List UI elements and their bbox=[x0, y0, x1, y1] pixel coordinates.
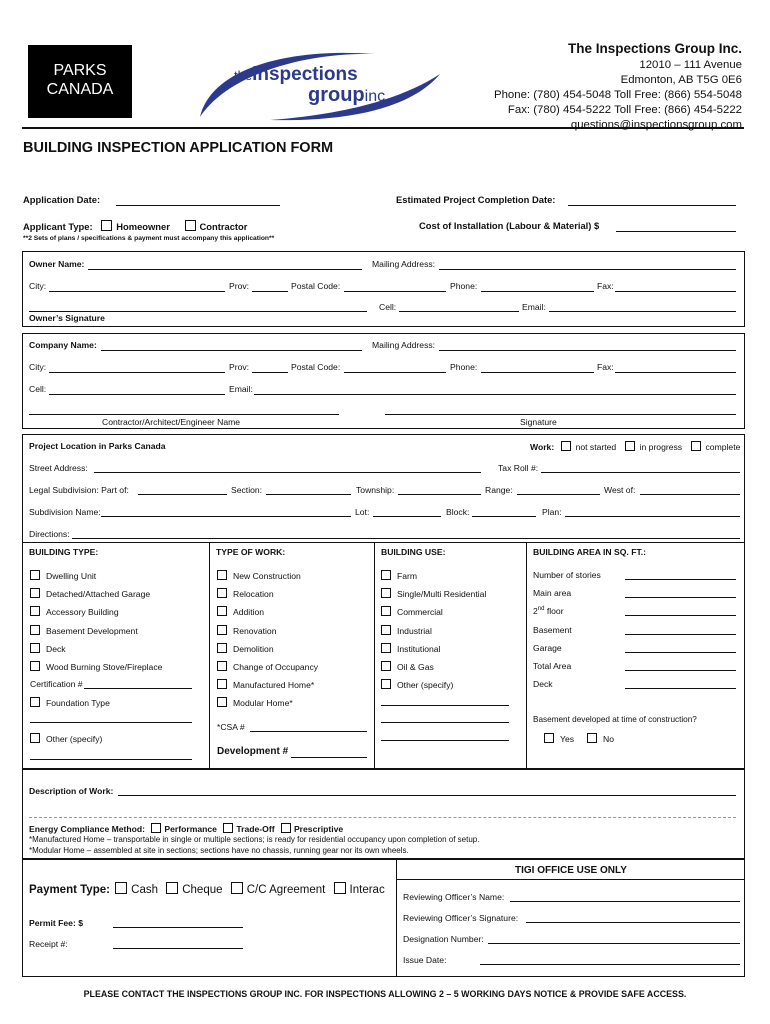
payment-label: Payment Type: bbox=[29, 884, 110, 896]
bt-item-accessory[interactable] bbox=[30, 606, 119, 617]
tax-roll-field[interactable] bbox=[541, 472, 740, 473]
company-fax: Fax: (780) 454-5222 Toll Free: (866) 454-5222 bbox=[507, 104, 742, 116]
company-addr1: 12010 – 111 Avenue bbox=[639, 59, 742, 71]
bu-item-oilgas[interactable] bbox=[381, 661, 434, 672]
tw-demolition-label: Demolition bbox=[233, 644, 274, 654]
office-title-underline bbox=[396, 879, 745, 880]
tw-item-occupancy[interactable] bbox=[217, 661, 318, 672]
logo-inc: inc. bbox=[364, 88, 390, 105]
bu-farm-label: Farm bbox=[397, 571, 418, 581]
applicant-type-row bbox=[23, 220, 247, 232]
designation-field[interactable] bbox=[488, 943, 740, 944]
tw-new-label: New Construction bbox=[233, 571, 301, 581]
owner-signature-label: Owner’s Signature bbox=[29, 313, 105, 323]
application-date-field[interactable] bbox=[116, 205, 280, 206]
ba-second-rest: floor bbox=[544, 606, 564, 616]
work-status-row bbox=[530, 441, 740, 452]
tax-roll-label: Tax Roll #: bbox=[498, 463, 539, 473]
col-divider-2 bbox=[374, 542, 375, 769]
tw-renovation-label: Renovation bbox=[233, 626, 277, 636]
application-date-label: Application Date: bbox=[23, 194, 101, 205]
bt-stove-label: Wood Burning Stove/Fireplace bbox=[46, 662, 163, 672]
bt-item-stove[interactable] bbox=[30, 661, 162, 672]
legal-part-field[interactable] bbox=[138, 494, 227, 495]
columns-top-border bbox=[22, 542, 745, 543]
bu-oilgas-label: Oil & Gas bbox=[397, 662, 434, 672]
ba-second-label bbox=[533, 606, 564, 616]
bt-foundation-checkbox[interactable] bbox=[30, 697, 40, 707]
company-postal-field[interactable] bbox=[344, 372, 446, 373]
bu-item-commercial[interactable] bbox=[381, 606, 443, 617]
designation-label: Designation Number: bbox=[403, 934, 484, 944]
bu-other-label: Other (specify) bbox=[397, 680, 454, 690]
company-email: questions@inspectionsgroup.com bbox=[570, 119, 742, 131]
ba-deck-label: Deck bbox=[533, 679, 553, 689]
certification-field[interactable] bbox=[84, 688, 192, 689]
manufactured-note: *Manufactured Home – transportable in single or multiple sections; is ready for residential occupancy upon completion of setup. bbox=[29, 835, 480, 844]
ba-total-field[interactable] bbox=[625, 670, 736, 671]
bt-item-other[interactable] bbox=[30, 733, 102, 744]
logo-text-line1 bbox=[234, 64, 358, 86]
description-label: Description of Work: bbox=[29, 786, 114, 796]
cheque-label: Cheque bbox=[182, 884, 223, 896]
tw-renovation-checkbox[interactable] bbox=[217, 625, 227, 635]
subdivision-field[interactable] bbox=[101, 516, 351, 517]
tw-manufactured-label: Manufactured Home* bbox=[233, 680, 315, 690]
owner-mailing-field[interactable] bbox=[439, 269, 736, 270]
performance-checkbox[interactable] bbox=[151, 823, 161, 833]
owner-phone-label: Phone: bbox=[450, 281, 478, 291]
bt-stove-checkbox[interactable] bbox=[30, 661, 40, 671]
parks-logo-line2: CANADA bbox=[46, 81, 114, 98]
bu-commercial-checkbox[interactable] bbox=[381, 606, 391, 616]
tw-relocation-checkbox[interactable] bbox=[217, 588, 227, 598]
company-city-label: City: bbox=[29, 362, 47, 372]
bt-accessory-label: Accessory Building bbox=[46, 607, 119, 617]
tw-item-manufactured[interactable] bbox=[217, 679, 314, 690]
applicant-type-label: Applicant Type: bbox=[23, 221, 93, 232]
bt-deck-label: Deck bbox=[46, 644, 66, 654]
company-prov-label: Prov: bbox=[229, 362, 250, 372]
homeowner-checkbox[interactable] bbox=[101, 220, 112, 231]
homeowner-label: Homeowner bbox=[116, 221, 170, 232]
bu-institutional-checkbox[interactable] bbox=[381, 643, 391, 653]
bt-item-foundation[interactable] bbox=[30, 697, 110, 708]
cc-label: C/C Agreement bbox=[246, 884, 326, 896]
bt-item-deck[interactable] bbox=[30, 643, 66, 654]
subdivision-label: Subdivision Name: bbox=[29, 507, 101, 517]
reviewing-sig-field[interactable] bbox=[526, 922, 740, 923]
bu-item-residential[interactable] bbox=[381, 588, 486, 599]
building-area-header: BUILDING AREA IN SQ. FT.: bbox=[533, 547, 646, 557]
cost-field[interactable] bbox=[616, 231, 736, 232]
tw-modular-checkbox[interactable] bbox=[217, 697, 227, 707]
parks-canada-logo bbox=[28, 45, 132, 118]
tw-demolition-checkbox[interactable] bbox=[217, 643, 227, 653]
basement-yes-label: Yes bbox=[560, 734, 575, 744]
issue-date-label: Issue Date: bbox=[403, 955, 447, 965]
legal-label: Legal Subdivision: Part of: bbox=[29, 485, 129, 495]
col-divider-3 bbox=[526, 542, 527, 769]
reviewing-sig-label: Reviewing Officer’s Signature: bbox=[403, 913, 519, 923]
company-fax-field[interactable] bbox=[615, 372, 736, 373]
tradeoff-checkbox[interactable] bbox=[223, 823, 233, 833]
cae-name-label: Contractor/Architect/Engineer Name bbox=[102, 417, 241, 427]
owner-mailing-label: Mailing Address: bbox=[372, 259, 436, 269]
tw-occupancy-checkbox[interactable] bbox=[217, 661, 227, 671]
inspections-group-logo bbox=[190, 42, 450, 124]
bu-item-institutional[interactable] bbox=[381, 643, 440, 654]
not-started-checkbox[interactable] bbox=[561, 441, 571, 451]
lot-field[interactable] bbox=[373, 516, 441, 517]
est-completion-label: Estimated Project Completion Date: bbox=[396, 194, 556, 205]
bu-other-field-3[interactable] bbox=[381, 740, 509, 741]
office-title: TIGI OFFICE USE ONLY bbox=[515, 865, 627, 876]
township-label: Township: bbox=[356, 485, 395, 495]
form-title: BUILDING INSPECTION APPLICATION FORM bbox=[23, 140, 334, 156]
bu-farm-checkbox[interactable] bbox=[381, 570, 391, 580]
tw-modular-label: Modular Home* bbox=[233, 698, 293, 708]
owner-name-label: Owner Name: bbox=[29, 259, 85, 269]
payment-row bbox=[29, 882, 385, 896]
company-fax-label: Fax: bbox=[597, 362, 614, 372]
bu-residential-checkbox[interactable] bbox=[381, 588, 391, 598]
certification-label: Certification # bbox=[30, 679, 83, 689]
bu-industrial-label: Industrial bbox=[397, 626, 432, 636]
footer-notice: PLEASE CONTACT THE INSPECTIONS GROUP INC. FOR INSPECTIONS ALLOWING 2 – 5 WORKING DAYS NOTICE & PROVIDE SAFE ACCESS. bbox=[83, 989, 687, 999]
permit-fee-label: Permit Fee: $ bbox=[29, 918, 83, 928]
company-phone: Phone: (780) 454-5048 Toll Free: (866) 554-5048 bbox=[493, 89, 742, 101]
interac-checkbox[interactable] bbox=[334, 882, 346, 894]
owner-city-field[interactable] bbox=[49, 291, 225, 292]
bu-residential-label: Single/Multi Residential bbox=[397, 589, 487, 599]
company-postal-label: Postal Code: bbox=[291, 362, 341, 372]
ba-main-field[interactable] bbox=[625, 597, 736, 598]
development-label: Development # bbox=[217, 746, 289, 757]
ba-deck-field[interactable] bbox=[625, 688, 736, 689]
cae-signature-field[interactable] bbox=[385, 414, 736, 415]
prescriptive-label: Prescriptive bbox=[293, 824, 344, 834]
owner-name-field[interactable] bbox=[88, 269, 362, 270]
plan-label: Plan: bbox=[542, 507, 562, 517]
work-label: Work: bbox=[530, 442, 555, 452]
receipt-label: Receipt #: bbox=[29, 939, 68, 949]
reviewing-name-field[interactable] bbox=[510, 901, 740, 902]
directions-field[interactable] bbox=[72, 538, 740, 539]
bu-institutional-label: Institutional bbox=[397, 644, 441, 654]
tw-item-addition[interactable] bbox=[217, 606, 264, 617]
lot-label: Lot: bbox=[355, 507, 370, 517]
company-name-label: Company Name: bbox=[29, 340, 97, 350]
west-of-field[interactable] bbox=[640, 494, 740, 495]
cae-signature-label: Signature bbox=[520, 417, 557, 427]
owner-postal-field[interactable] bbox=[344, 291, 446, 292]
project-location-label: Project Location in Parks Canada bbox=[29, 441, 166, 451]
block-field[interactable] bbox=[472, 516, 536, 517]
basement-no-label: No bbox=[603, 734, 614, 744]
complete-label: complete bbox=[705, 442, 741, 452]
csa-field[interactable] bbox=[250, 731, 367, 732]
owner-email-label: Email: bbox=[522, 302, 546, 312]
plans-note: **2 Sets of plans / specifications & payment must accompany this application** bbox=[23, 235, 275, 242]
header-divider bbox=[22, 127, 744, 129]
cae-name-field[interactable] bbox=[29, 414, 339, 415]
bu-item-other[interactable] bbox=[381, 679, 453, 690]
tradeoff-label: Trade-Off bbox=[236, 824, 275, 834]
bu-commercial-label: Commercial bbox=[397, 607, 443, 617]
owner-signature-field[interactable] bbox=[29, 311, 367, 312]
bu-oilgas-checkbox[interactable] bbox=[381, 661, 391, 671]
owner-email-field[interactable] bbox=[549, 311, 736, 312]
description-extra-line[interactable] bbox=[29, 817, 736, 818]
cc-checkbox[interactable] bbox=[231, 882, 243, 894]
tw-occupancy-label: Change of Occupancy bbox=[233, 662, 319, 672]
bt-item-basement[interactable] bbox=[30, 625, 138, 636]
est-completion-field[interactable] bbox=[568, 205, 736, 206]
bt-other-label: Other (specify) bbox=[46, 734, 103, 744]
block-label: Block: bbox=[446, 507, 470, 517]
tw-manufactured-checkbox[interactable] bbox=[217, 679, 227, 689]
tw-item-modular[interactable] bbox=[217, 697, 293, 708]
bt-basement-checkbox[interactable] bbox=[30, 625, 40, 635]
ba-second-sup: nd bbox=[537, 606, 545, 613]
bu-industrial-checkbox[interactable] bbox=[381, 625, 391, 635]
range-field[interactable] bbox=[517, 494, 600, 495]
company-mailing-label: Mailing Address: bbox=[372, 340, 436, 350]
ba-basement-field[interactable] bbox=[625, 634, 736, 635]
tw-item-new[interactable] bbox=[217, 570, 301, 581]
owner-phone-field[interactable] bbox=[481, 291, 594, 292]
bt-other-field[interactable] bbox=[30, 759, 192, 760]
bt-other-checkbox[interactable] bbox=[30, 733, 40, 743]
company-info bbox=[494, 40, 742, 133]
company-phone-label: Phone: bbox=[450, 362, 478, 372]
owner-prov-field[interactable] bbox=[252, 291, 288, 292]
company-name-field[interactable] bbox=[101, 350, 362, 351]
bt-dwelling-checkbox[interactable] bbox=[30, 570, 40, 580]
company-email-label: Email: bbox=[229, 384, 253, 394]
tw-addition-label: Addition bbox=[233, 607, 265, 617]
basement-yes[interactable] bbox=[544, 733, 574, 744]
building-use-header: BUILDING USE: bbox=[381, 547, 446, 557]
company-name: The Inspections Group Inc. bbox=[567, 41, 742, 56]
receipt-field[interactable] bbox=[113, 948, 243, 949]
township-field[interactable] bbox=[398, 494, 481, 495]
bt-dwelling-label: Dwelling Unit bbox=[46, 571, 97, 581]
ba-basement-label: Basement bbox=[533, 625, 572, 635]
bu-other-field-2[interactable] bbox=[381, 722, 509, 723]
owner-prov-label: Prov: bbox=[229, 281, 250, 291]
ba-second-field[interactable] bbox=[625, 615, 736, 616]
payment-office-section bbox=[22, 859, 745, 977]
bt-item-garage[interactable] bbox=[30, 588, 150, 599]
west-of-label: West of: bbox=[604, 485, 636, 495]
in-progress-label: in progress bbox=[639, 442, 683, 452]
reviewing-name-label: Reviewing Officer’s Name: bbox=[403, 892, 505, 902]
parks-logo-line1: PARKS bbox=[53, 62, 107, 79]
foundation-field[interactable] bbox=[30, 722, 192, 723]
ba-stories-label: Number of stories bbox=[533, 570, 601, 580]
ba-main-label: Main area bbox=[533, 588, 572, 598]
payment-office-divider bbox=[396, 859, 397, 977]
logo-text-line2 bbox=[308, 84, 390, 107]
company-mailing-field[interactable] bbox=[439, 350, 736, 351]
logo-group: group bbox=[308, 84, 365, 106]
owner-fax-label: Fax: bbox=[597, 281, 614, 291]
tw-item-demolition[interactable] bbox=[217, 643, 274, 654]
contractor-label: Contractor bbox=[199, 221, 248, 232]
bt-foundation-label: Foundation Type bbox=[46, 698, 110, 708]
logo-inspections: inspections bbox=[252, 64, 358, 85]
company-cell-label: Cell: bbox=[29, 384, 47, 394]
owner-city-label: City: bbox=[29, 281, 47, 291]
performance-label: Performance bbox=[164, 824, 217, 834]
ba-second-num: 2 bbox=[533, 606, 538, 616]
basement-question: Basement developed at time of construction? bbox=[533, 715, 697, 724]
bu-other-checkbox[interactable] bbox=[381, 679, 391, 689]
energy-label: Energy Compliance Method: bbox=[29, 824, 146, 834]
tw-new-checkbox[interactable] bbox=[217, 570, 227, 580]
company-prov-field[interactable] bbox=[252, 372, 288, 373]
company-phone-field[interactable] bbox=[481, 372, 594, 373]
tw-addition-checkbox[interactable] bbox=[217, 606, 227, 616]
bt-item-dwelling[interactable] bbox=[30, 570, 96, 581]
bt-basement-label: Basement Development bbox=[46, 626, 138, 636]
bt-accessory-checkbox[interactable] bbox=[30, 606, 40, 616]
basement-no-checkbox[interactable] bbox=[587, 733, 597, 743]
issue-date-field[interactable] bbox=[480, 964, 740, 965]
bt-garage-label: Detached/Attached Garage bbox=[46, 589, 151, 599]
street-field[interactable] bbox=[94, 472, 481, 473]
energy-row bbox=[29, 823, 343, 834]
logo-the: the bbox=[234, 68, 253, 83]
complete-checkbox[interactable] bbox=[691, 441, 701, 451]
directions-label: Directions: bbox=[29, 529, 70, 539]
company-addr2: Edmonton, AB T5G 0E6 bbox=[620, 74, 742, 86]
csa-label: *CSA # bbox=[217, 722, 245, 732]
bu-item-farm[interactable] bbox=[381, 570, 417, 581]
permit-fee-field[interactable] bbox=[113, 927, 243, 928]
in-progress-checkbox[interactable] bbox=[625, 441, 635, 451]
street-label: Street Address: bbox=[29, 463, 88, 473]
development-field[interactable] bbox=[291, 757, 367, 758]
section-label: Section: bbox=[231, 485, 263, 495]
owner-cell-field[interactable] bbox=[399, 311, 519, 312]
description-field[interactable] bbox=[118, 795, 736, 796]
prescriptive-checkbox[interactable] bbox=[281, 823, 291, 833]
not-started-label: not started bbox=[575, 442, 617, 452]
bu-other-field-1[interactable] bbox=[381, 705, 509, 706]
plan-field[interactable] bbox=[565, 516, 740, 517]
contractor-checkbox[interactable] bbox=[185, 220, 196, 231]
cheque-checkbox[interactable] bbox=[166, 882, 178, 894]
ba-stories-field[interactable] bbox=[625, 579, 736, 580]
owner-cell-label: Cell: bbox=[379, 302, 397, 312]
company-email-field[interactable] bbox=[254, 394, 736, 395]
building-type-header: BUILDING TYPE: bbox=[29, 547, 99, 557]
basement-no[interactable] bbox=[587, 733, 614, 744]
bt-garage-checkbox[interactable] bbox=[30, 588, 40, 598]
tw-item-relocation[interactable] bbox=[217, 588, 274, 599]
ba-garage-field[interactable] bbox=[625, 652, 736, 653]
cash-label: Cash bbox=[131, 884, 159, 896]
modular-note: *Modular Home – assembled at site in sections; sections have no chassis, running gear nor its own wheels. bbox=[29, 846, 409, 855]
owner-postal-label: Postal Code: bbox=[291, 281, 341, 291]
tw-item-renovation[interactable] bbox=[217, 625, 276, 636]
interac-label: Interac bbox=[349, 884, 385, 896]
owner-fax-field[interactable] bbox=[615, 291, 736, 292]
col-divider-1 bbox=[209, 542, 210, 769]
cost-label: Cost of Installation (Labour & Material) $ bbox=[419, 220, 600, 231]
cash-checkbox[interactable] bbox=[115, 882, 127, 894]
type-of-work-header: TYPE OF WORK: bbox=[216, 547, 286, 557]
bu-item-industrial[interactable] bbox=[381, 625, 432, 636]
bt-deck-checkbox[interactable] bbox=[30, 643, 40, 653]
ba-garage-label: Garage bbox=[533, 643, 562, 653]
range-label: Range: bbox=[485, 485, 513, 495]
ba-total-label: Total Area bbox=[533, 661, 572, 671]
company-city-field[interactable] bbox=[49, 372, 225, 373]
tw-relocation-label: Relocation bbox=[233, 589, 274, 599]
basement-yes-checkbox[interactable] bbox=[544, 733, 554, 743]
section-field[interactable] bbox=[266, 494, 351, 495]
company-cell-field[interactable] bbox=[49, 394, 225, 395]
